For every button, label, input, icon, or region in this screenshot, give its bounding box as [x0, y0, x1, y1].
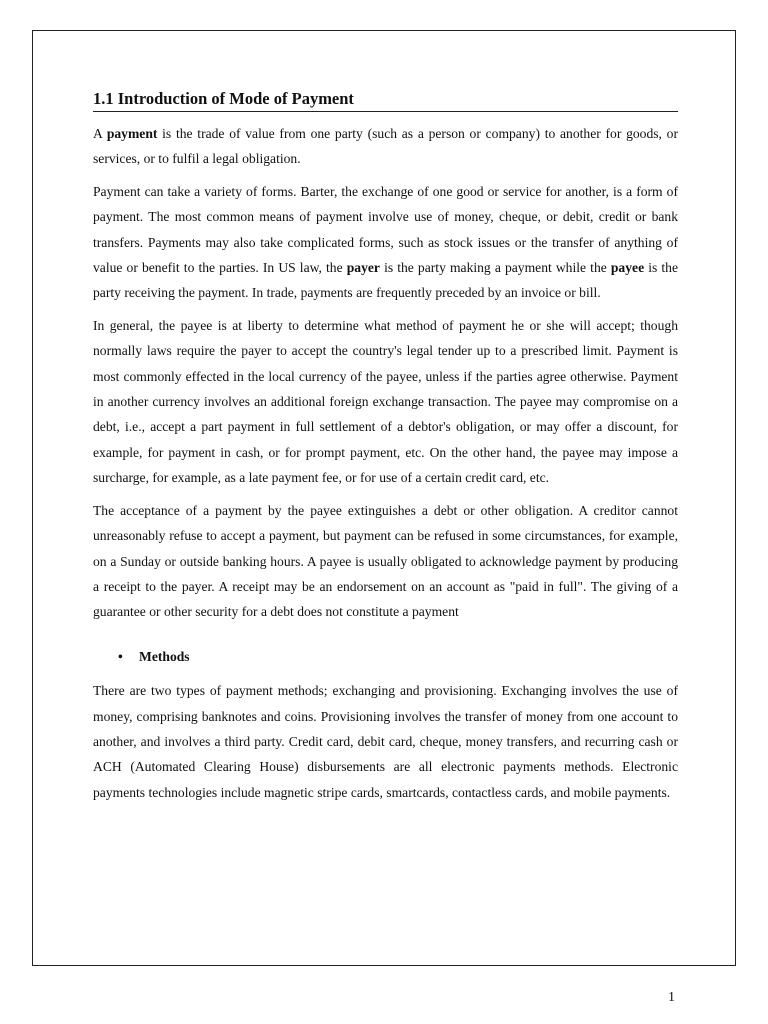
text-run: is the trade of value from one party (such as a person or company) to another for goods, or services, or to fulfil a legal obligation.	[93, 126, 679, 167]
paragraph-payee-liberty: In general, the payee is at liberty to determine what method of payment he or she will accept; though normally laws require the payer to accept the country's legal tender up to a prescribed limit. Payment is most commonly effected in the local currency of the payee, unless if the parties agree otherwise. Payment in another currency involves an additional foreign exchange transaction. The payee may compromise on a debt, i.e., accept a part payment in full settlement of a debtor's obligation, or may offer a discount, for example, for payment in cash, or for prompt payment, etc. On the other hand, the payee may impose a surcharge, for example, as a late payment fee, or for use of a certain credit card, etc.	[93, 317, 678, 486]
paragraph-methods: There are two types of payment methods; exchanging and provisioning. Exchanging involves the use of money, comprising banknotes and coins. Provisioning involves the transfer of money from one account to another, and involves a third party. Credit card, debit card, cheque, money transfers, and recurring cash or ACH (Automated Clearing House) disbursements are all electronic payments methods. Electronic payments technologies include magnetic stripe cards, smartcards, contactless cards, and mobile payments.	[93, 683, 678, 800]
text-run: is the party making a payment while the	[379, 260, 611, 276]
term-payment: payment	[106, 126, 158, 141]
document-body	[93, 88, 678, 812]
paragraph-acceptance: The acceptance of a payment by the payee extinguishes a debt or other obligation. A creditor cannot unreasonably refuse to accept a payment, but payment can be refused in some circumstances, for example, on a Sunday or outside banking hours. A payee is usually obligated to acknowledge payment by producing a receipt to the payer. A receipt may be an endorsement on an account as "paid in full". The giving of a guarantee or other security for a debt does not constitute a payment	[93, 502, 678, 620]
text-run: A	[93, 126, 107, 141]
term-payee: payee	[610, 260, 645, 276]
paragraph-payment-definition	[93, 121, 678, 172]
text-run: Payment can take a variety of forms. Barter, the exchange of one good or service for another, is a form of payment. The most common means of payment involve use of money, cheque, or debit, credit or bank transfers. Payments may also take complicated forms, such as stock issues or the transfer of anything of value or benefit to the parties. In US law, the	[93, 183, 678, 276]
page-number: 1	[668, 990, 675, 1005]
bullet-icon: •	[118, 648, 123, 664]
text-run: is the party receiving the payment. In trade, payments are frequently preceded by an invoice or bill.	[93, 260, 678, 301]
bullet-methods	[118, 644, 678, 669]
section-heading: 1.1 Introduction of Mode of Payment	[93, 88, 678, 112]
paragraph-payment-forms	[93, 179, 678, 306]
bullet-label: Methods	[139, 648, 190, 664]
term-payer: payer	[346, 260, 380, 276]
